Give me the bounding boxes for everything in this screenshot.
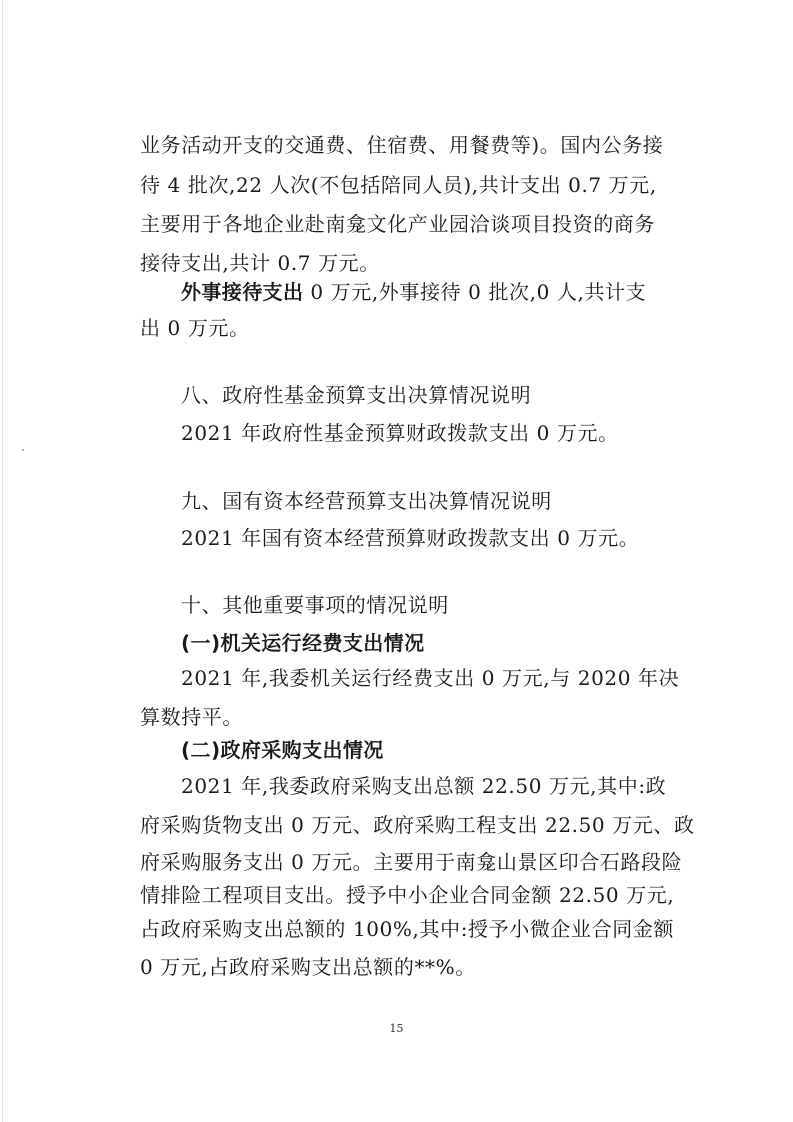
paragraph-line: 2021 年,我委政府采购支出总额 22.50 万元,其中:政 [181, 774, 667, 798]
scan-speck [22, 449, 24, 451]
paragraph-line: 府采购服务支出 0 万元。主要用于南龛山景区印合石路段险 [140, 850, 683, 874]
section-body-8: 2021 年政府性基金预算财政拨款支出 0 万元。 [181, 421, 619, 445]
foreign-reception-label: 外事接待支出 [181, 280, 304, 304]
section-heading-8: 八、政府性基金预算支出决算情况说明 [181, 383, 532, 407]
paragraph-line: 府采购货物支出 0 万元、政府采购工程支出 22.50 万元、政 [140, 813, 695, 837]
section-body-9: 2021 年国有资本经营预算财政拨款支出 0 万元。 [181, 526, 640, 550]
foreign-reception-text: 0 万元,外事接待 0 批次,0 人,共计支 [303, 280, 647, 304]
paragraph-line: 出 0 万元。 [140, 316, 250, 340]
foreign-reception-line [181, 279, 646, 305]
section-heading-10: 十、其他重要事项的情况说明 [181, 593, 449, 617]
paragraph-line: 主要用于各地企业赴南龛文化产业园洽谈项目投资的商务 [140, 212, 655, 236]
paragraph-line: 业务活动开支的交通费、住宿费、用餐费等)。国内公务接 [140, 133, 664, 157]
paragraph-line: 0 万元,占政府采购支出总额的**%。 [140, 955, 476, 979]
paragraph-line: 接待支出,共计 0.7 万元。 [140, 251, 380, 275]
paragraph-line: 占政府采购支出总额的 100%,其中:授予小微企业合同金额 [140, 917, 675, 941]
section-heading-9: 九、国有资本经营预算支出决算情况说明 [181, 489, 552, 513]
paragraph-line: 情排险工程项目支出。授予中小企业合同金额 22.50 万元, [140, 883, 675, 907]
page-number: 15 [389, 1022, 404, 1035]
paragraph-line: 2021 年,我委机关运行经费支出 0 万元,与 2020 年决 [181, 666, 680, 690]
paragraph-line: 算数持平。 [140, 705, 243, 729]
scan-edge [2, 0, 3, 1122]
subsection-heading-1: (一)机关运行经费支出情况 [181, 631, 425, 655]
subsection-heading-2: (二)政府采购支出情况 [181, 738, 384, 762]
paragraph-line: 待 4 批次,22 人次(不包括陪同人员),共计支出 0.7 万元, [140, 173, 657, 197]
